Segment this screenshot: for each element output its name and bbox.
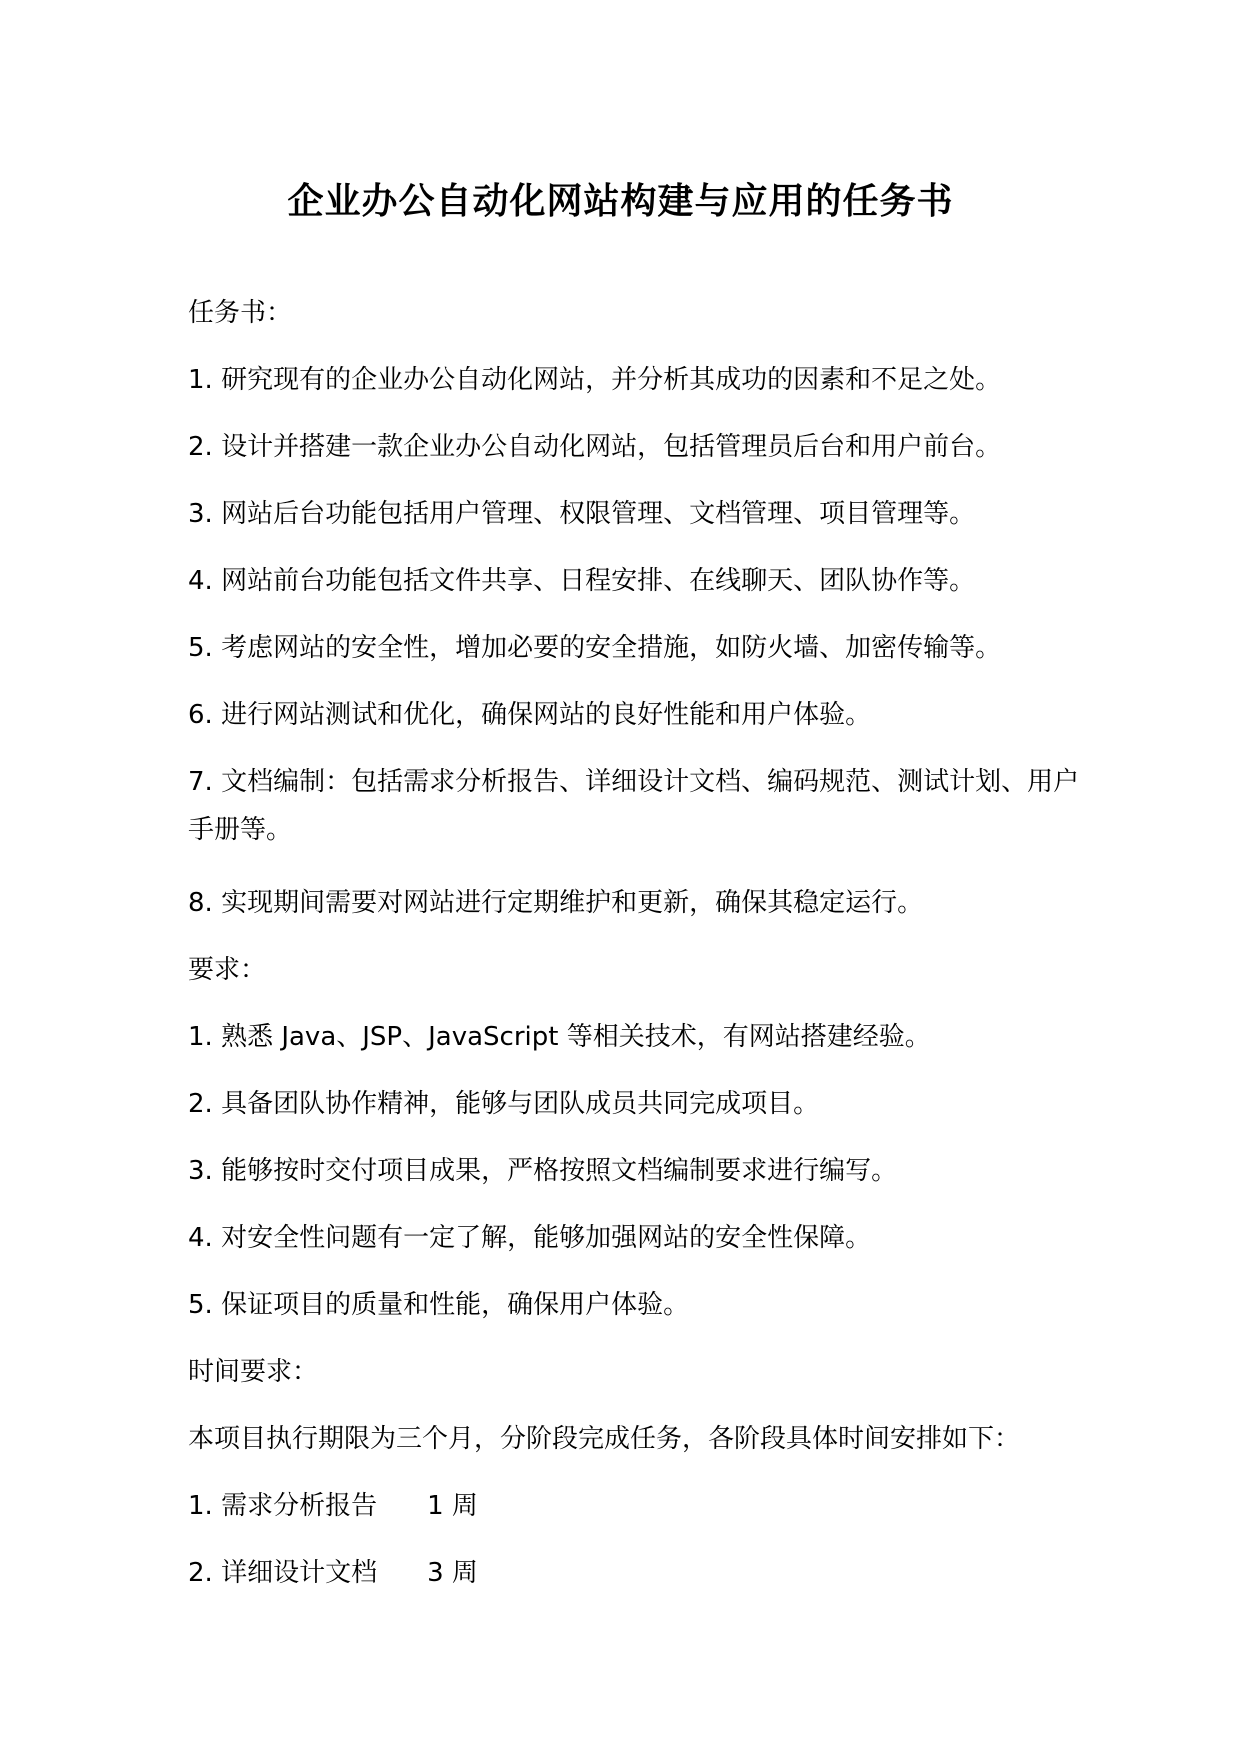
document-body: [188, 295, 1088, 1622]
schedule-item-2: [188, 1555, 1088, 1591]
task-item-4: 4. 网站前台功能包括文件共享、日程安排、在线聊天、团队协作等。: [188, 566, 976, 596]
requirement-item-2: 2. 具备团队协作精神，能够与团队成员共同完成项目。: [188, 1089, 820, 1119]
schedule-item-1: [188, 1488, 1088, 1524]
schedule-item-label: 2. 详细设计文档: [188, 1558, 378, 1588]
schedule-item-label: 1. 需求分析报告: [188, 1491, 378, 1521]
requirements-heading: 要求：: [188, 955, 267, 985]
task-item-7: 7. 文档编制：包括需求分析报告、详细设计文档、编码规范、测试计划、用户手册等。: [188, 767, 1080, 845]
requirement-item-3: 3. 能够按时交付项目成果，严格按照文档编制要求进行编写。: [188, 1156, 898, 1186]
schedule-item-duration: 1 周: [427, 1491, 478, 1521]
task-item-3: 3. 网站后台功能包括用户管理、权限管理、文档管理、项目管理等。: [188, 499, 976, 529]
task-item-8: 8. 实现期间需要对网站进行定期维护和更新，确保其稳定运行。: [188, 888, 924, 918]
tasks-heading: 任务书：: [188, 298, 293, 328]
task-item-1: 1. 研究现有的企业办公自动化网站，并分析其成功的因素和不足之处。: [188, 365, 1002, 395]
task-item-5: 5. 考虑网站的安全性，增加必要的安全措施，如防火墙、加密传输等。: [188, 633, 1002, 663]
task-item-2: 2. 设计并搭建一款企业办公自动化网站，包括管理员后台和用户前台。: [188, 432, 1002, 462]
requirement-item-1: 1. 熟悉 Java、JSP、JavaScript 等相关技术，有网站搭建经验。: [188, 1022, 931, 1052]
time-intro: 本项目执行期限为三个月，分阶段完成任务，各阶段具体时间安排如下：: [188, 1424, 1021, 1454]
time-heading: 时间要求：: [188, 1357, 319, 1387]
task-item-6: 6. 进行网站测试和优化，确保网站的良好性能和用户体验。: [188, 700, 872, 730]
requirement-item-4: 4. 对安全性问题有一定了解，能够加强网站的安全性保障。: [188, 1223, 872, 1253]
requirement-item-5: 5. 保证项目的质量和性能，确保用户体验。: [188, 1290, 690, 1320]
document-title: 企业办公自动化网站构建与应用的任务书: [287, 181, 954, 222]
schedule-item-duration: 3 周: [427, 1558, 478, 1588]
